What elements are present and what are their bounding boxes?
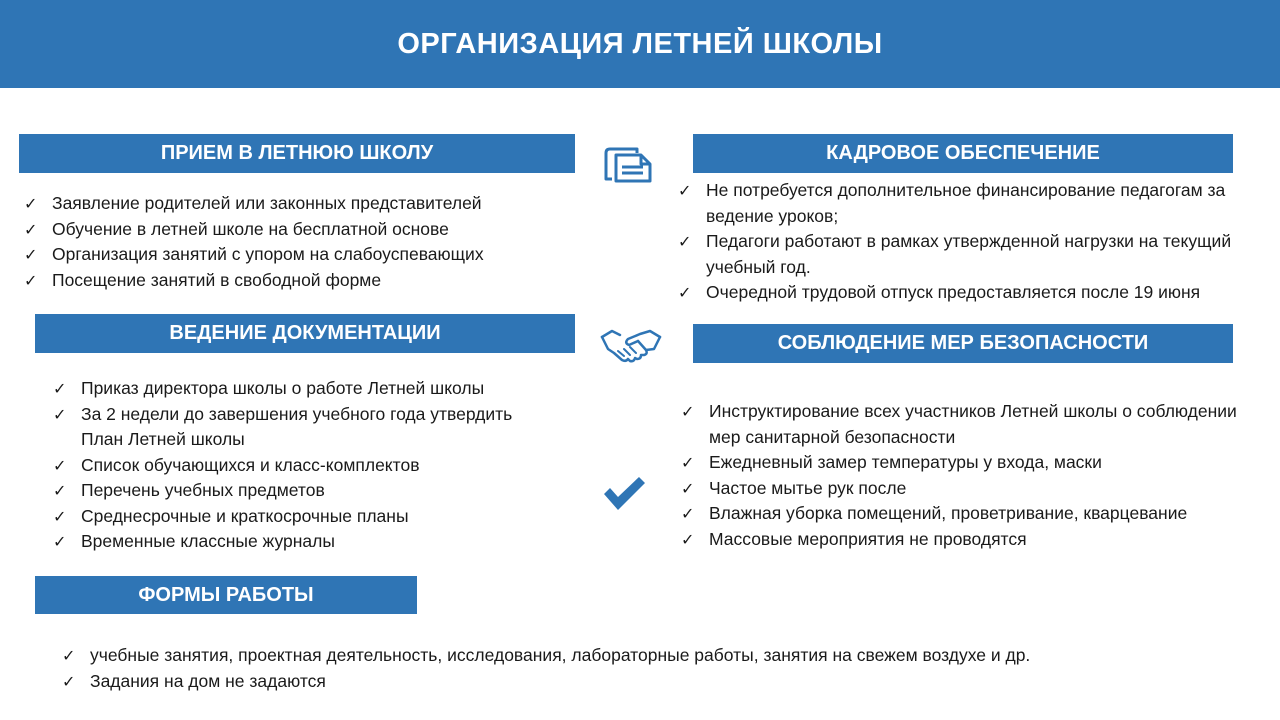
staffing-heading: КАДРОВОЕ ОБЕСПЕЧЕНИЕ: [693, 134, 1233, 173]
check-icon: ✓: [53, 506, 67, 526]
check-icon: ✓: [681, 478, 695, 498]
safety-heading: СОБЛЮДЕНИЕ МЕР БЕЗОПАСНОСТИ: [693, 324, 1233, 363]
safety-list: [677, 399, 1257, 552]
check-icon: ✓: [24, 194, 38, 213]
check-icon: ✓: [681, 453, 695, 472]
list-item: ✓ Среднесрочные и краткосрочные планы: [49, 504, 529, 530]
admission-heading: ПРИЕМ В ЛЕТНЮЮ ШКОЛУ: [19, 134, 575, 173]
check-icon: ✓: [24, 219, 38, 239]
page-title: ОРГАНИЗАЦИЯ ЛЕТНЕЙ ШКОЛЫ: [397, 27, 883, 60]
list-item: ✓ Список обучающихся и класс-комплектов: [49, 453, 529, 479]
list-item: ✓ Задания на дом не задаются: [58, 669, 1208, 695]
list-item: ✓ Организация занятий с упором на слабоуспевающих: [20, 242, 580, 268]
list-item: ✓ Частое мытье рук после: [677, 476, 1257, 502]
check-icon: ✓: [53, 481, 67, 500]
handshake-icon: [600, 327, 662, 365]
documentation-heading: ВЕДЕНИЕ ДОКУМЕНТАЦИИ: [35, 314, 575, 353]
list-item: ✓ Педагоги работают в рамках утвержденной нагрузки на текущий учебный год.: [678, 231, 1232, 277]
work-forms-list: [58, 643, 1208, 694]
list-item: ✓ Влажная уборка помещений, проветривание, кварцевание: [677, 501, 1257, 527]
check-icon: ✓: [681, 402, 695, 421]
check-icon: ✓: [24, 270, 38, 290]
list-item: ✓ Обучение в летней школе на бесплатной основе: [20, 217, 580, 243]
checkmark-icon: [602, 474, 646, 512]
documents-icon: [603, 143, 653, 185]
check-icon: ✓: [678, 181, 692, 200]
list-item: ✓ Перечень учебных предметов: [49, 478, 529, 504]
list-item: ✓ Очередной трудовой отпуск предоставляется после 19 июня: [674, 280, 1244, 306]
list-item: ✓ Инструктирование всех участников Летней школы о соблюдении мер санитарной безопасности: [681, 401, 1237, 447]
check-icon: ✓: [53, 455, 67, 475]
list-item: ✓ Массовые мероприятия не проводятся: [677, 527, 1257, 553]
check-icon: ✓: [24, 245, 38, 264]
check-icon: ✓: [53, 532, 67, 551]
list-item: ✓ Временные классные журналы: [49, 529, 529, 555]
list-item: ✓ За 2 недели до завершения учебного года утвердить План Летней школы: [53, 403, 513, 449]
check-icon: ✓: [53, 379, 67, 398]
check-icon: ✓: [678, 283, 692, 302]
check-icon: ✓: [62, 646, 76, 665]
admission-list: [20, 191, 580, 293]
title-bar: [0, 0, 1280, 88]
list-item: ✓ Не потребуется дополнительное финансирование педагогам за ведение уроков;: [678, 180, 1226, 226]
check-icon: ✓: [53, 404, 67, 424]
work-forms-heading: ФОРМЫ РАБОТЫ: [35, 576, 417, 614]
check-icon: ✓: [678, 232, 692, 251]
documentation-list: [49, 376, 529, 555]
list-item: ✓ Заявление родителей или законных представителей: [20, 191, 580, 217]
list-item: ✓ учебные занятия, проектная деятельность, исследования, лабораторные работы, занятия на свежем воздухе и др.: [58, 643, 1208, 669]
list-item: ✓ Посещение занятий в свободной форме: [20, 268, 580, 294]
list-item: ✓ Приказ директора школы о работе Летней школы: [49, 376, 529, 402]
staffing-list: [674, 178, 1244, 306]
check-icon: ✓: [62, 671, 76, 691]
check-icon: ✓: [681, 529, 695, 549]
list-item: ✓ Ежедневный замер температуры у входа, маски: [677, 450, 1257, 476]
check-icon: ✓: [681, 504, 695, 523]
